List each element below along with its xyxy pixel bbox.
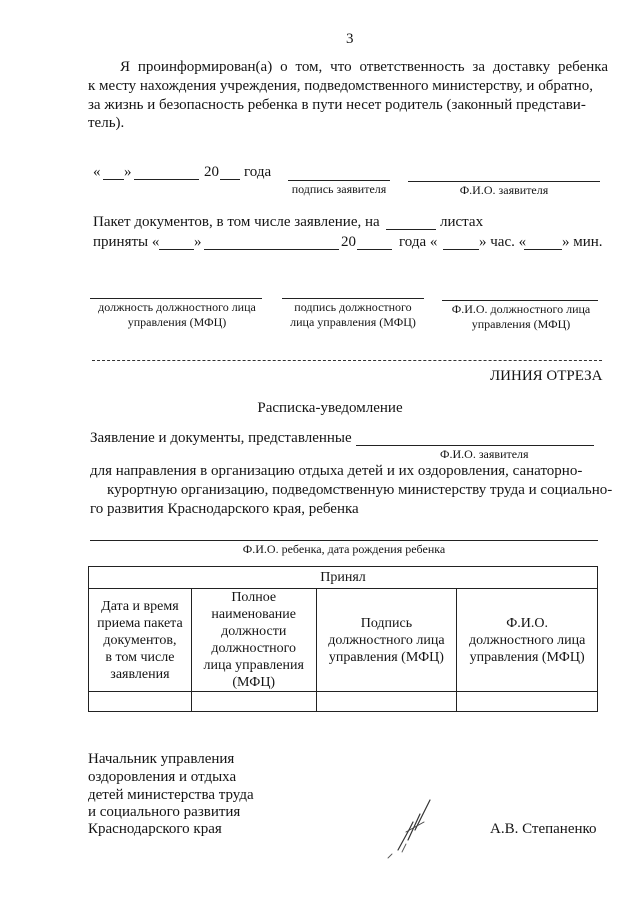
- cell-signature[interactable]: [316, 692, 457, 712]
- official-signature-field[interactable]: [282, 298, 424, 299]
- receipt-para-line-2: курортную организацию, подведомственную министерству труда и социально-: [107, 482, 613, 498]
- year-field[interactable]: [220, 179, 240, 180]
- column-header-signature: Подпись должностного лица управления (МФЦ): [316, 589, 457, 692]
- package-line-1-prefix: Пакет документов, в том числе заявление, на: [93, 214, 380, 230]
- table-row: [89, 692, 598, 712]
- table-header-accepted: Принял: [89, 567, 598, 589]
- receipt-applicant-fio-caption: Ф.И.О. заявителя: [440, 447, 529, 461]
- accept-month-field[interactable]: [204, 249, 339, 250]
- official-fio-field[interactable]: [442, 300, 598, 301]
- footer-position-line-1: Начальник управления: [88, 751, 235, 767]
- info-line-2: к месту нахождения учреждения, подведомственного министерству, и обратно,: [88, 78, 593, 94]
- year-prefix: 20: [204, 164, 219, 180]
- package-line-1-suffix: листах: [440, 214, 484, 230]
- accept-hours-label: » час. «: [479, 234, 527, 250]
- applicant-signature-caption: подпись заявителя: [291, 182, 387, 196]
- receipt-para-line-3: го развития Краснодарского края, ребенка: [90, 501, 359, 517]
- sheets-count-field[interactable]: [386, 229, 436, 230]
- column-header-date: Дата и время приема пакета документов, в том числе заявления: [89, 589, 192, 692]
- footer-position-line-4: и социального развития: [88, 804, 241, 820]
- receipt-line-1: Заявление и документы, представленные: [90, 430, 352, 446]
- info-line-3: за жизнь и безопасность ребенка в пути несет родитель (законный представи-: [88, 97, 586, 113]
- handwritten-signature: [380, 792, 450, 862]
- info-line-1: Я проинформирован(а) о том, что ответственность за доставку ребенка: [120, 59, 608, 75]
- month-field[interactable]: [134, 179, 199, 180]
- accept-minutes-field[interactable]: [524, 249, 562, 250]
- package-line-2-prefix: приняты «: [93, 234, 160, 250]
- date-close-quote: »: [124, 164, 132, 180]
- page-number: 3: [346, 31, 354, 47]
- accept-year-word: года «: [399, 234, 438, 250]
- cell-date[interactable]: [89, 692, 192, 712]
- accept-minutes-label: » мин.: [562, 234, 603, 250]
- official-signature-caption: подпись должностного лица управления (МФЦ): [290, 300, 416, 329]
- child-fio-caption: Ф.И.О. ребенка, дата рождения ребенка: [242, 542, 446, 556]
- cut-line-label: ЛИНИЯ ОТРЕЗА: [490, 368, 603, 384]
- package-quote-close: »: [194, 234, 202, 250]
- accept-year-field[interactable]: [357, 249, 392, 250]
- applicant-signature-field[interactable]: [288, 180, 390, 181]
- cut-line: [92, 360, 602, 361]
- receipt-applicant-fio-field[interactable]: [356, 445, 594, 446]
- cell-position[interactable]: [191, 692, 316, 712]
- applicant-fio-field[interactable]: [408, 181, 600, 182]
- accept-day-field[interactable]: [159, 249, 194, 250]
- year-word: года: [244, 164, 272, 180]
- accept-year-prefix: 20: [341, 234, 356, 250]
- applicant-fio-caption: Ф.И.О. заявителя: [459, 183, 549, 197]
- footer-position-line-5: Краснодарского края: [88, 821, 222, 837]
- date-open-quote: «: [93, 164, 101, 180]
- footer-name: А.В. Степаненко: [490, 821, 597, 837]
- column-header-fio: Ф.И.О. должностного лица управления (МФЦ): [457, 589, 598, 692]
- official-position-caption: должность должностного лица управления (МФЦ): [98, 300, 256, 329]
- acceptance-table: [88, 566, 598, 712]
- child-fio-field[interactable]: [90, 540, 598, 541]
- receipt-para-line-1: для направления в организацию отдыха детей и их оздоровления, санаторно-: [90, 463, 583, 479]
- receipt-title: Расписка-уведомление: [257, 400, 403, 416]
- official-position-field[interactable]: [90, 298, 262, 299]
- footer-position-line-2: оздоровления и отдыха: [88, 769, 237, 785]
- official-fio-caption: Ф.И.О. должностного лица управления (МФЦ): [451, 302, 591, 331]
- cell-fio[interactable]: [457, 692, 598, 712]
- column-header-position: Полное наименование должности должностного лица управления (МФЦ): [191, 589, 316, 692]
- footer-position-line-3: детей министерства труда: [88, 787, 254, 803]
- info-line-4: тель).: [88, 115, 125, 131]
- accept-hours-field[interactable]: [443, 249, 479, 250]
- day-field[interactable]: [103, 179, 124, 180]
